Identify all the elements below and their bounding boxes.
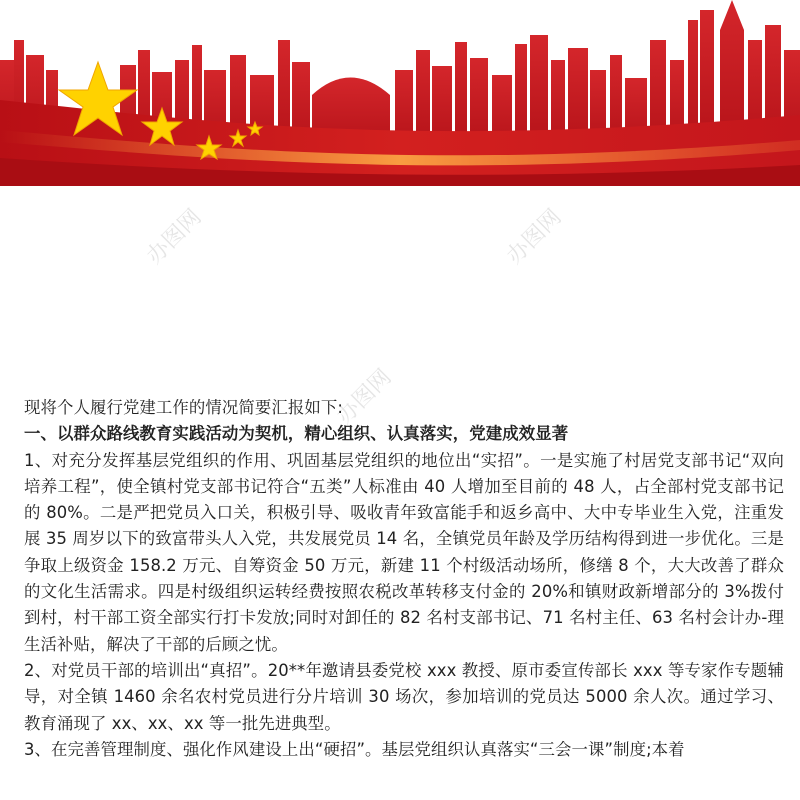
report-body xyxy=(24,395,784,763)
watermark: 办图网 xyxy=(332,364,397,430)
city-skyline-illustration xyxy=(0,0,800,186)
watermark: 办图网 xyxy=(502,204,567,270)
watermark: 办图网 xyxy=(142,204,207,270)
paragraph-3: 3、在完善管理制度、强化作风建设上出“硬招”。基层党组织认真落实“三会一课”制度;本着 xyxy=(24,739,685,759)
intro-line: 现将个人履行党建工作的情况简要汇报如下: xyxy=(24,398,343,417)
header-banner xyxy=(0,0,800,186)
section-heading: 一、以群众路线教育实践活动为契机，精心组织、认真落实，党建成效显著 xyxy=(24,424,569,444)
paragraph-2: 2、对党员干部的培训出“真招”。20**年邀请县委党校 xxx 教授、原市委宣传部长 xxx 等专家作专题辅导，对全镇 1460 余名农村党员进行分片培训 30 场次，参加培训的党员达 5000 余人次。通过学习、教育涌现了 xx、xx、xx 等一批先进典型。 xyxy=(24,660,784,733)
paragraph-1: 1、对充分发挥基层党组织的作用、巩固基层党组织的地位出“实招”。一是实施了村居党支部书记“双向培养工程”，使全镇村党支部书记符合“五类”人标准由 40 人增加至目前的 48 人，占全部村党支部书记的 80%。二是严把党员入口关，积极引导、吸收青年致富能手和返乡高中、大中专毕业生入党，注重发展 35 周岁以下的致富带头人入党，共发展党员 14 名，全镇党员年龄及学历结构得到进一步优化。三是争取上级资金 158.2 万元、自筹资金 50 万元，新建 11 个村级活动场所，修缮 8 个，大大改善了群众的文化生活需求。四是村级组织运转经费按照农税改革转移支付金的 20%和镇财政新增部分的 3%拨付到村，村干部工资全部实行打卡发放;同时对卸任的 82 名村支部书记、71 名村主任、63 名村会计办-理生活补贴，解决了干部的后顾之忧。 xyxy=(24,450,784,654)
